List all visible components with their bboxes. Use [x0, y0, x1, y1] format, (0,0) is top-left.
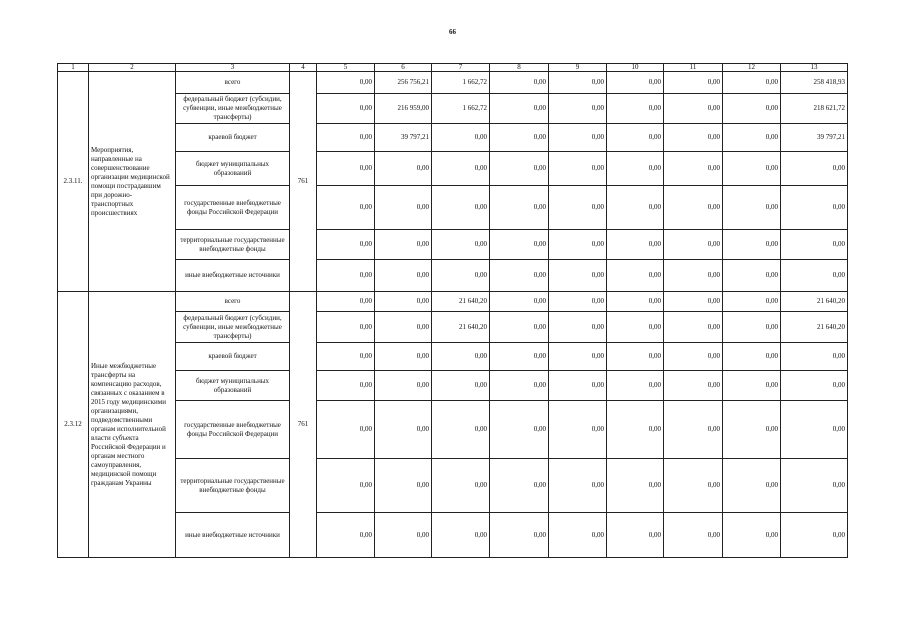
funding-source: федеральный бюджет (субсидии, субвенции, иные межбюджетные трансферты) [176, 312, 290, 343]
amount-cell: 0,00 [317, 94, 375, 124]
amount-cell: 39 797,21 [375, 124, 432, 152]
amount-cell: 0,00 [317, 312, 375, 343]
funding-source: иные внебюджетные источники [176, 260, 290, 292]
header-cell: 3 [176, 64, 290, 72]
amount-cell: 0,00 [723, 72, 781, 94]
header-cell: 1 [58, 64, 89, 72]
amount-cell: 0,00 [375, 230, 432, 260]
amount-cell: 218 621,72 [781, 94, 848, 124]
amount-cell: 0,00 [781, 230, 848, 260]
amount-cell: 0,00 [723, 292, 781, 312]
measure-description: Иные межбюджетные трансферты на компенсацию расходов, связанных с оказанием в 2015 году медицинскими организациями, подведомственными органам исполнительной власти субъекта Российской Федерации и органам местного самоуправления, медицинской помощи гражданам Украины [89, 292, 176, 558]
amount-cell: 0,00 [723, 312, 781, 343]
table-row [58, 260, 848, 292]
header-cell: 6 [375, 64, 432, 72]
amount-cell: 0,00 [549, 513, 607, 558]
amount-cell: 0,00 [549, 72, 607, 94]
amount-cell: 0,00 [549, 459, 607, 513]
table-row [58, 152, 848, 186]
amount-cell: 21 640,20 [432, 292, 490, 312]
amount-cell: 0,00 [375, 292, 432, 312]
amount-cell: 0,00 [317, 186, 375, 230]
amount-cell: 0,00 [549, 260, 607, 292]
amount-cell: 0,00 [432, 186, 490, 230]
amount-cell: 0,00 [490, 401, 549, 459]
table-row [58, 312, 848, 343]
amount-cell: 0,00 [607, 371, 664, 401]
header-cell: 8 [490, 64, 549, 72]
amount-cell: 0,00 [490, 230, 549, 260]
amount-cell: 0,00 [607, 343, 664, 371]
funding-source: территориальные государственные внебюджетные фонды [176, 230, 290, 260]
page-number: 66 [449, 28, 456, 36]
amount-cell: 0,00 [432, 152, 490, 186]
amount-cell: 0,00 [490, 459, 549, 513]
amount-cell: 0,00 [317, 513, 375, 558]
amount-cell: 21 640,20 [781, 312, 848, 343]
amount-cell: 0,00 [607, 292, 664, 312]
amount-cell: 0,00 [432, 124, 490, 152]
amount-cell: 0,00 [607, 124, 664, 152]
amount-cell: 0,00 [375, 343, 432, 371]
amount-cell: 0,00 [664, 186, 723, 230]
amount-cell: 0,00 [549, 343, 607, 371]
amount-cell: 0,00 [607, 94, 664, 124]
budget-table [57, 63, 848, 558]
amount-cell: 0,00 [664, 260, 723, 292]
amount-cell: 0,00 [317, 124, 375, 152]
amount-cell: 0,00 [664, 292, 723, 312]
amount-cell: 0,00 [490, 94, 549, 124]
amount-cell: 0,00 [432, 230, 490, 260]
funding-source: бюджет муниципальных образований [176, 152, 290, 186]
measure-description: Мероприятия, направленные на совершенствование организации медицинской помощи пострадавшим при дорожно-транспортных происшествиях [89, 72, 176, 292]
amount-cell: 0,00 [664, 371, 723, 401]
amount-cell: 0,00 [549, 292, 607, 312]
amount-cell: 0,00 [549, 371, 607, 401]
amount-cell: 0,00 [723, 94, 781, 124]
amount-cell: 0,00 [375, 459, 432, 513]
amount-cell: 0,00 [723, 343, 781, 371]
amount-cell: 0,00 [375, 371, 432, 401]
amount-cell: 0,00 [549, 401, 607, 459]
amount-cell: 0,00 [781, 401, 848, 459]
amount-cell: 0,00 [723, 260, 781, 292]
kbk-code: 761 [290, 72, 317, 292]
amount-cell: 0,00 [432, 260, 490, 292]
amount-cell: 0,00 [781, 371, 848, 401]
amount-cell: 0,00 [723, 186, 781, 230]
amount-cell: 0,00 [490, 152, 549, 186]
amount-cell: 1 662,72 [432, 94, 490, 124]
kbk-code: 761 [290, 292, 317, 558]
amount-cell: 0,00 [490, 343, 549, 371]
amount-cell: 0,00 [490, 72, 549, 94]
amount-cell: 0,00 [490, 513, 549, 558]
amount-cell: 0,00 [549, 94, 607, 124]
amount-cell: 0,00 [607, 459, 664, 513]
amount-cell: 0,00 [432, 459, 490, 513]
amount-cell: 0,00 [375, 260, 432, 292]
amount-cell: 0,00 [664, 94, 723, 124]
amount-cell: 0,00 [607, 401, 664, 459]
table-row [58, 292, 848, 312]
amount-cell: 0,00 [781, 343, 848, 371]
funding-source: всего [176, 292, 290, 312]
amount-cell: 0,00 [317, 343, 375, 371]
amount-cell: 0,00 [317, 292, 375, 312]
header-cell: 5 [317, 64, 375, 72]
amount-cell: 0,00 [664, 230, 723, 260]
amount-cell: 0,00 [375, 513, 432, 558]
amount-cell: 0,00 [723, 230, 781, 260]
amount-cell: 0,00 [549, 312, 607, 343]
amount-cell: 0,00 [664, 312, 723, 343]
funding-source: государственные внебюджетные фонды Российской Федерации [176, 401, 290, 459]
amount-cell: 0,00 [607, 72, 664, 94]
amount-cell: 0,00 [375, 152, 432, 186]
funding-source: федеральный бюджет (субсидии, субвенции, иные межбюджетные трансферты) [176, 94, 290, 124]
funding-source: краевой бюджет [176, 343, 290, 371]
amount-cell: 0,00 [664, 401, 723, 459]
row-code: 2.3.11. [58, 72, 89, 292]
header-cell: 13 [781, 64, 848, 72]
amount-cell: 0,00 [490, 312, 549, 343]
funding-source: территориальные государственные внебюджетные фонды [176, 459, 290, 513]
amount-cell: 0,00 [317, 459, 375, 513]
amount-cell: 0,00 [432, 371, 490, 401]
amount-cell: 0,00 [723, 371, 781, 401]
amount-cell: 0,00 [432, 513, 490, 558]
header-cell: 12 [723, 64, 781, 72]
table-row [58, 124, 848, 152]
amount-cell: 0,00 [607, 260, 664, 292]
amount-cell: 0,00 [723, 459, 781, 513]
header-cell: 11 [664, 64, 723, 72]
amount-cell: 0,00 [664, 124, 723, 152]
amount-cell: 0,00 [317, 230, 375, 260]
amount-cell: 0,00 [781, 260, 848, 292]
amount-cell: 0,00 [723, 513, 781, 558]
amount-cell: 0,00 [607, 312, 664, 343]
amount-cell: 0,00 [490, 186, 549, 230]
amount-cell: 39 797,21 [781, 124, 848, 152]
amount-cell: 0,00 [664, 343, 723, 371]
amount-cell: 0,00 [781, 186, 848, 230]
amount-cell: 0,00 [607, 230, 664, 260]
amount-cell: 0,00 [375, 186, 432, 230]
header-cell: 4 [290, 64, 317, 72]
table-row [58, 230, 848, 260]
amount-cell: 0,00 [781, 513, 848, 558]
amount-cell: 0,00 [664, 459, 723, 513]
amount-cell: 0,00 [432, 401, 490, 459]
amount-cell: 0,00 [490, 260, 549, 292]
amount-cell: 0,00 [375, 312, 432, 343]
table-row [58, 371, 848, 401]
amount-cell: 0,00 [317, 371, 375, 401]
amount-cell: 21 640,20 [781, 292, 848, 312]
amount-cell: 258 418,93 [781, 72, 848, 94]
funding-source: краевой бюджет [176, 124, 290, 152]
funding-source: всего [176, 72, 290, 94]
amount-cell: 0,00 [549, 230, 607, 260]
amount-cell: 0,00 [664, 152, 723, 186]
header-row [58, 64, 848, 72]
table-row [58, 401, 848, 459]
amount-cell: 0,00 [723, 124, 781, 152]
table-row [58, 513, 848, 558]
funding-source: государственные внебюджетные фонды Российской Федерации [176, 186, 290, 230]
amount-cell: 1 662,72 [432, 72, 490, 94]
table-row [58, 72, 848, 94]
amount-cell: 0,00 [723, 401, 781, 459]
amount-cell: 0,00 [549, 152, 607, 186]
table-row [58, 94, 848, 124]
header-cell: 9 [549, 64, 607, 72]
amount-cell: 0,00 [549, 186, 607, 230]
amount-cell: 0,00 [317, 260, 375, 292]
header-cell: 10 [607, 64, 664, 72]
amount-cell: 0,00 [490, 292, 549, 312]
amount-cell: 256 756,21 [375, 72, 432, 94]
table-row [58, 186, 848, 230]
funding-source: бюджет муниципальных образований [176, 371, 290, 401]
amount-cell: 0,00 [607, 513, 664, 558]
amount-cell: 0,00 [317, 152, 375, 186]
amount-cell: 0,00 [664, 72, 723, 94]
amount-cell: 0,00 [432, 343, 490, 371]
amount-cell: 0,00 [490, 124, 549, 152]
amount-cell: 0,00 [375, 401, 432, 459]
amount-cell: 0,00 [607, 152, 664, 186]
row-code: 2.3.12 [58, 292, 89, 558]
amount-cell: 0,00 [317, 72, 375, 94]
header-cell: 7 [432, 64, 490, 72]
amount-cell: 0,00 [723, 152, 781, 186]
amount-cell: 0,00 [664, 513, 723, 558]
amount-cell: 0,00 [317, 401, 375, 459]
amount-cell: 0,00 [549, 124, 607, 152]
amount-cell: 0,00 [490, 371, 549, 401]
amount-cell: 21 640,20 [432, 312, 490, 343]
table-row [58, 459, 848, 513]
amount-cell: 216 959,00 [375, 94, 432, 124]
amount-cell: 0,00 [781, 152, 848, 186]
amount-cell: 0,00 [781, 459, 848, 513]
amount-cell: 0,00 [607, 186, 664, 230]
header-cell: 2 [89, 64, 176, 72]
table-row [58, 343, 848, 371]
funding-source: иные внебюджетные источники [176, 513, 290, 558]
